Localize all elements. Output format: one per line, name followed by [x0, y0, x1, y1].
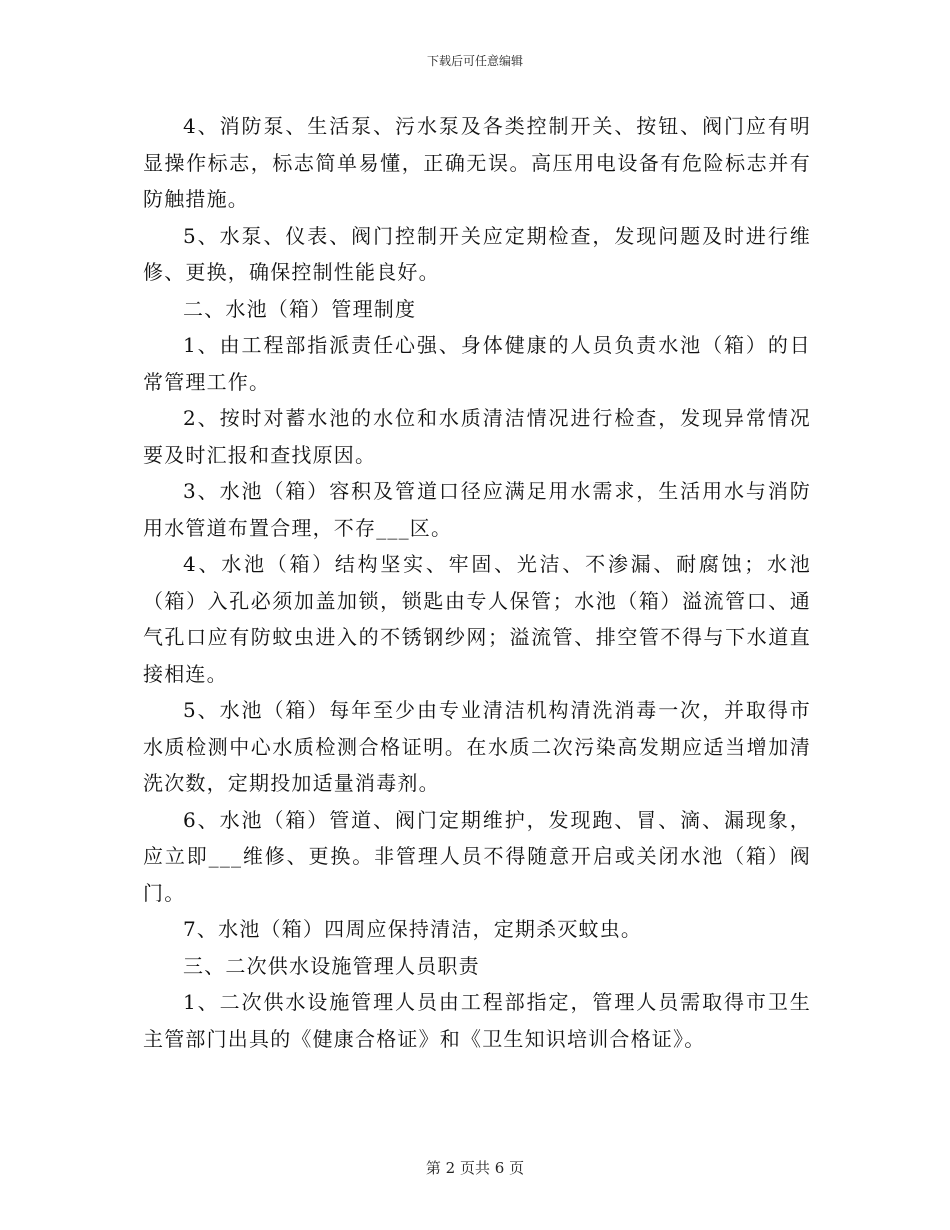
page-header-note: 下载后可任意编辑 — [426, 54, 523, 68]
paragraph-tank-item-5: 5、水池（箱）每年至少由专业清洁机构清洗消毒一次，并取得市水质检测中心水质检测合格证明。在水质二次污染高发期应适当增加清洗次数，定期投加适量消毒剂。 — [143, 698, 811, 795]
page-footer-page-number: 第 2 页共 6 页 — [425, 1159, 525, 1177]
section-heading-staff-duties: 三、二次供水设施管理人员职责 — [183, 953, 480, 978]
paragraph-tank-item-3: 3、水池（箱）容积及管道口径应满足用水需求，生活用水与消防用水管道布置合理，不存___区。 — [143, 479, 811, 540]
paragraph-tank-item-4: 4、水池（箱）结构坚实、牢固、光洁、不渗漏、耐腐蚀；水池（箱）入孔必须加盖加锁，锁匙由专人保管；水池（箱）溢流管口、通气孔口应有防蚊虫进入的不锈钢纱网；溢流管、排空管不得与下水道直接相连。 — [143, 552, 811, 686]
paragraph-item-5-regular-inspection: 5、水泵、仪表、阀门控制开关应定期检查，发现问题及时进行维修、更换，确保控制性能良好。 — [143, 223, 811, 284]
document-body — [143, 108, 811, 1057]
paragraph-item-4-pump-signs: 4、消防泵、生活泵、污水泵及各类控制开关、按钮、阀门应有明显操作标志，标志简单易懂，正确无误。高压用电设备有危险标志并有防触措施。 — [143, 114, 811, 211]
paragraph-staff-item-1: 1、二次供水设施管理人员由工程部指定，管理人员需取得市卫生主管部门出具的《健康合格证》和《卫生知识培训合格证》。 — [143, 990, 811, 1051]
paragraph-tank-item-6: 6、水池（箱）管道、阀门定期维护，发现跑、冒、滴、漏现象，应立即___维修、更换。非管理人员不得随意开启或关闭水池（箱）阀门。 — [143, 807, 811, 905]
paragraph-tank-item-2: 2、按时对蓄水池的水位和水质清洁情况进行检查，发现异常情况要及时汇报和查找原因。 — [143, 406, 811, 467]
paragraph-tank-item-1: 1、由工程部指派责任心强、身体健康的人员负责水池（箱）的日常管理工作。 — [143, 333, 811, 394]
paragraph-tank-item-7: 7、水池（箱）四周应保持清洁，定期杀灭蚊虫。 — [183, 917, 643, 941]
section-heading-tank-management: 二、水池（箱）管理制度 — [183, 296, 417, 321]
